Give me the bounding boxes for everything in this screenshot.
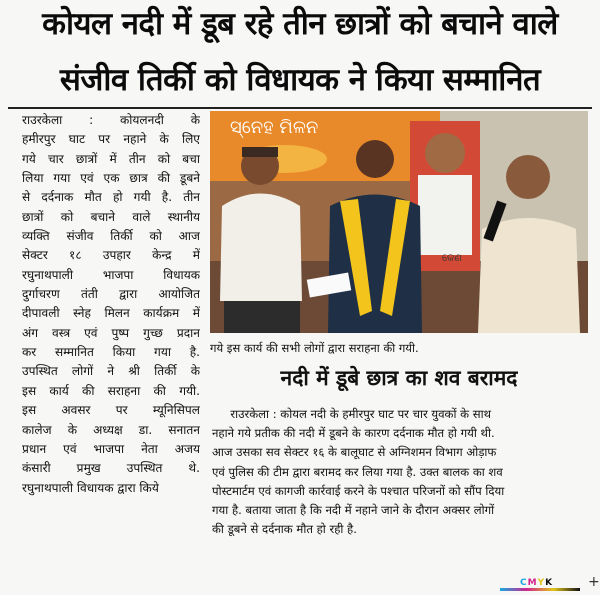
headline-line-1: कोयल नदी में डूब रहे तीन छात्रों को बचाने वाले — [42, 6, 558, 42]
left-line: उपस्थित लोगों ने श्री तिर्की के — [22, 364, 200, 379]
print-mark-y: Y — [537, 578, 546, 588]
left-line: इस कार्य की सराहना की गयी. — [22, 383, 200, 398]
photo-caption: गये इस कार्य की सभी लोगों द्वारा सराहना की गयी. — [210, 341, 419, 355]
right-line: नहाने गये प्रतीक की नदी में डूबने के कारण दर्दनाक मौत हो गयी थी. — [212, 426, 495, 441]
headline-line-2: संजीव तिर्की को विधायक ने किया सम्मानित — [59, 62, 541, 98]
headline-rule — [8, 107, 592, 109]
right-line: आज उसका सव सेक्टर १६ के बालूघाट से अग्निशमन विभाग ओड़ाफ — [212, 445, 497, 460]
right-line: पोस्टमार्टम एवं कागजी कार्रवाई करने के पश्चात परिजनों को सौंप दिया — [212, 483, 505, 498]
print-registration-marks — [520, 578, 553, 588]
print-mark-m: M — [527, 578, 538, 588]
registration-crosshair-icon: + — [588, 574, 600, 590]
print-mark-k: K — [545, 578, 554, 588]
right-line: एवं पुलिस की टीम द्वारा बरामद कर लिया गया है. उक्त बालक का शव — [212, 464, 503, 479]
left-line: व्यक्ति संजीव तिर्की को आज — [22, 229, 200, 244]
right-line: गया है. बताया जाता है कि नदी में नहाने जाने के दौरान अक्सर लोगों — [212, 503, 495, 518]
left-line: दुर्गाचरण तंती द्वारा आयोजित — [22, 287, 200, 302]
banner-text: ସ୍ନେହ ମିଳନ — [230, 117, 319, 138]
left-line: से दर्दनाक मौत हो गयी है. तीन — [22, 190, 200, 205]
left-line: सेक्टर १८ उपहार केन्द्र में — [22, 248, 200, 263]
event-photo — [210, 111, 588, 333]
print-mark-c: C — [520, 578, 528, 588]
left-line: प्रधान एवं भाजपा नेता अजय — [22, 441, 200, 456]
left-line: रघुनाथपाली भाजपा विधायक — [22, 267, 200, 282]
left-line: रघुनाथपाली विधायक द्वारा किये — [22, 480, 159, 495]
left-line: कालेज के अध्यक्ष डा. सनातन — [22, 422, 200, 437]
left-line: कर सम्मानित किया गया है. — [22, 345, 200, 360]
right-line: राउरकेला : कोयल नदी के हमीरपुर घाट पर चार युवकों के साथ — [212, 407, 491, 421]
right-article-column — [212, 405, 588, 539]
left-line: कंसारी प्रमुख उपस्थित थे. — [22, 461, 200, 476]
color-bar — [500, 588, 580, 591]
sub-headline: नदी में डूबे छात्र का शव बरामद — [280, 366, 518, 390]
left-line: दीपावली स्नेह मिलन कार्यक्रम में — [22, 306, 200, 321]
left-line: अंग वस्त्र एवं पुष्प गुच्छ प्रदान — [22, 325, 200, 340]
left-line: इस अवसर पर म्यूनिसिपल — [22, 403, 200, 418]
left-line: राउरकेला : कोयलनदी के — [22, 113, 200, 127]
event-photo-illustration — [210, 111, 588, 333]
left-line: छात्रों को बचाने वाले स्थानीय — [22, 209, 200, 224]
banner-side-text: କେଣ — [442, 253, 462, 264]
right-line: की डूबने से दर्दनाक मौत हो रही है. — [212, 522, 357, 537]
left-line: गये चार छात्रों में तीन को बचा — [22, 151, 200, 166]
left-line: हमीरपुर घाट पर नहाने के लिए — [22, 132, 200, 147]
left-line: लिया गया एवं एक छात्र की डूबने — [22, 171, 200, 186]
left-article-column — [22, 111, 200, 498]
